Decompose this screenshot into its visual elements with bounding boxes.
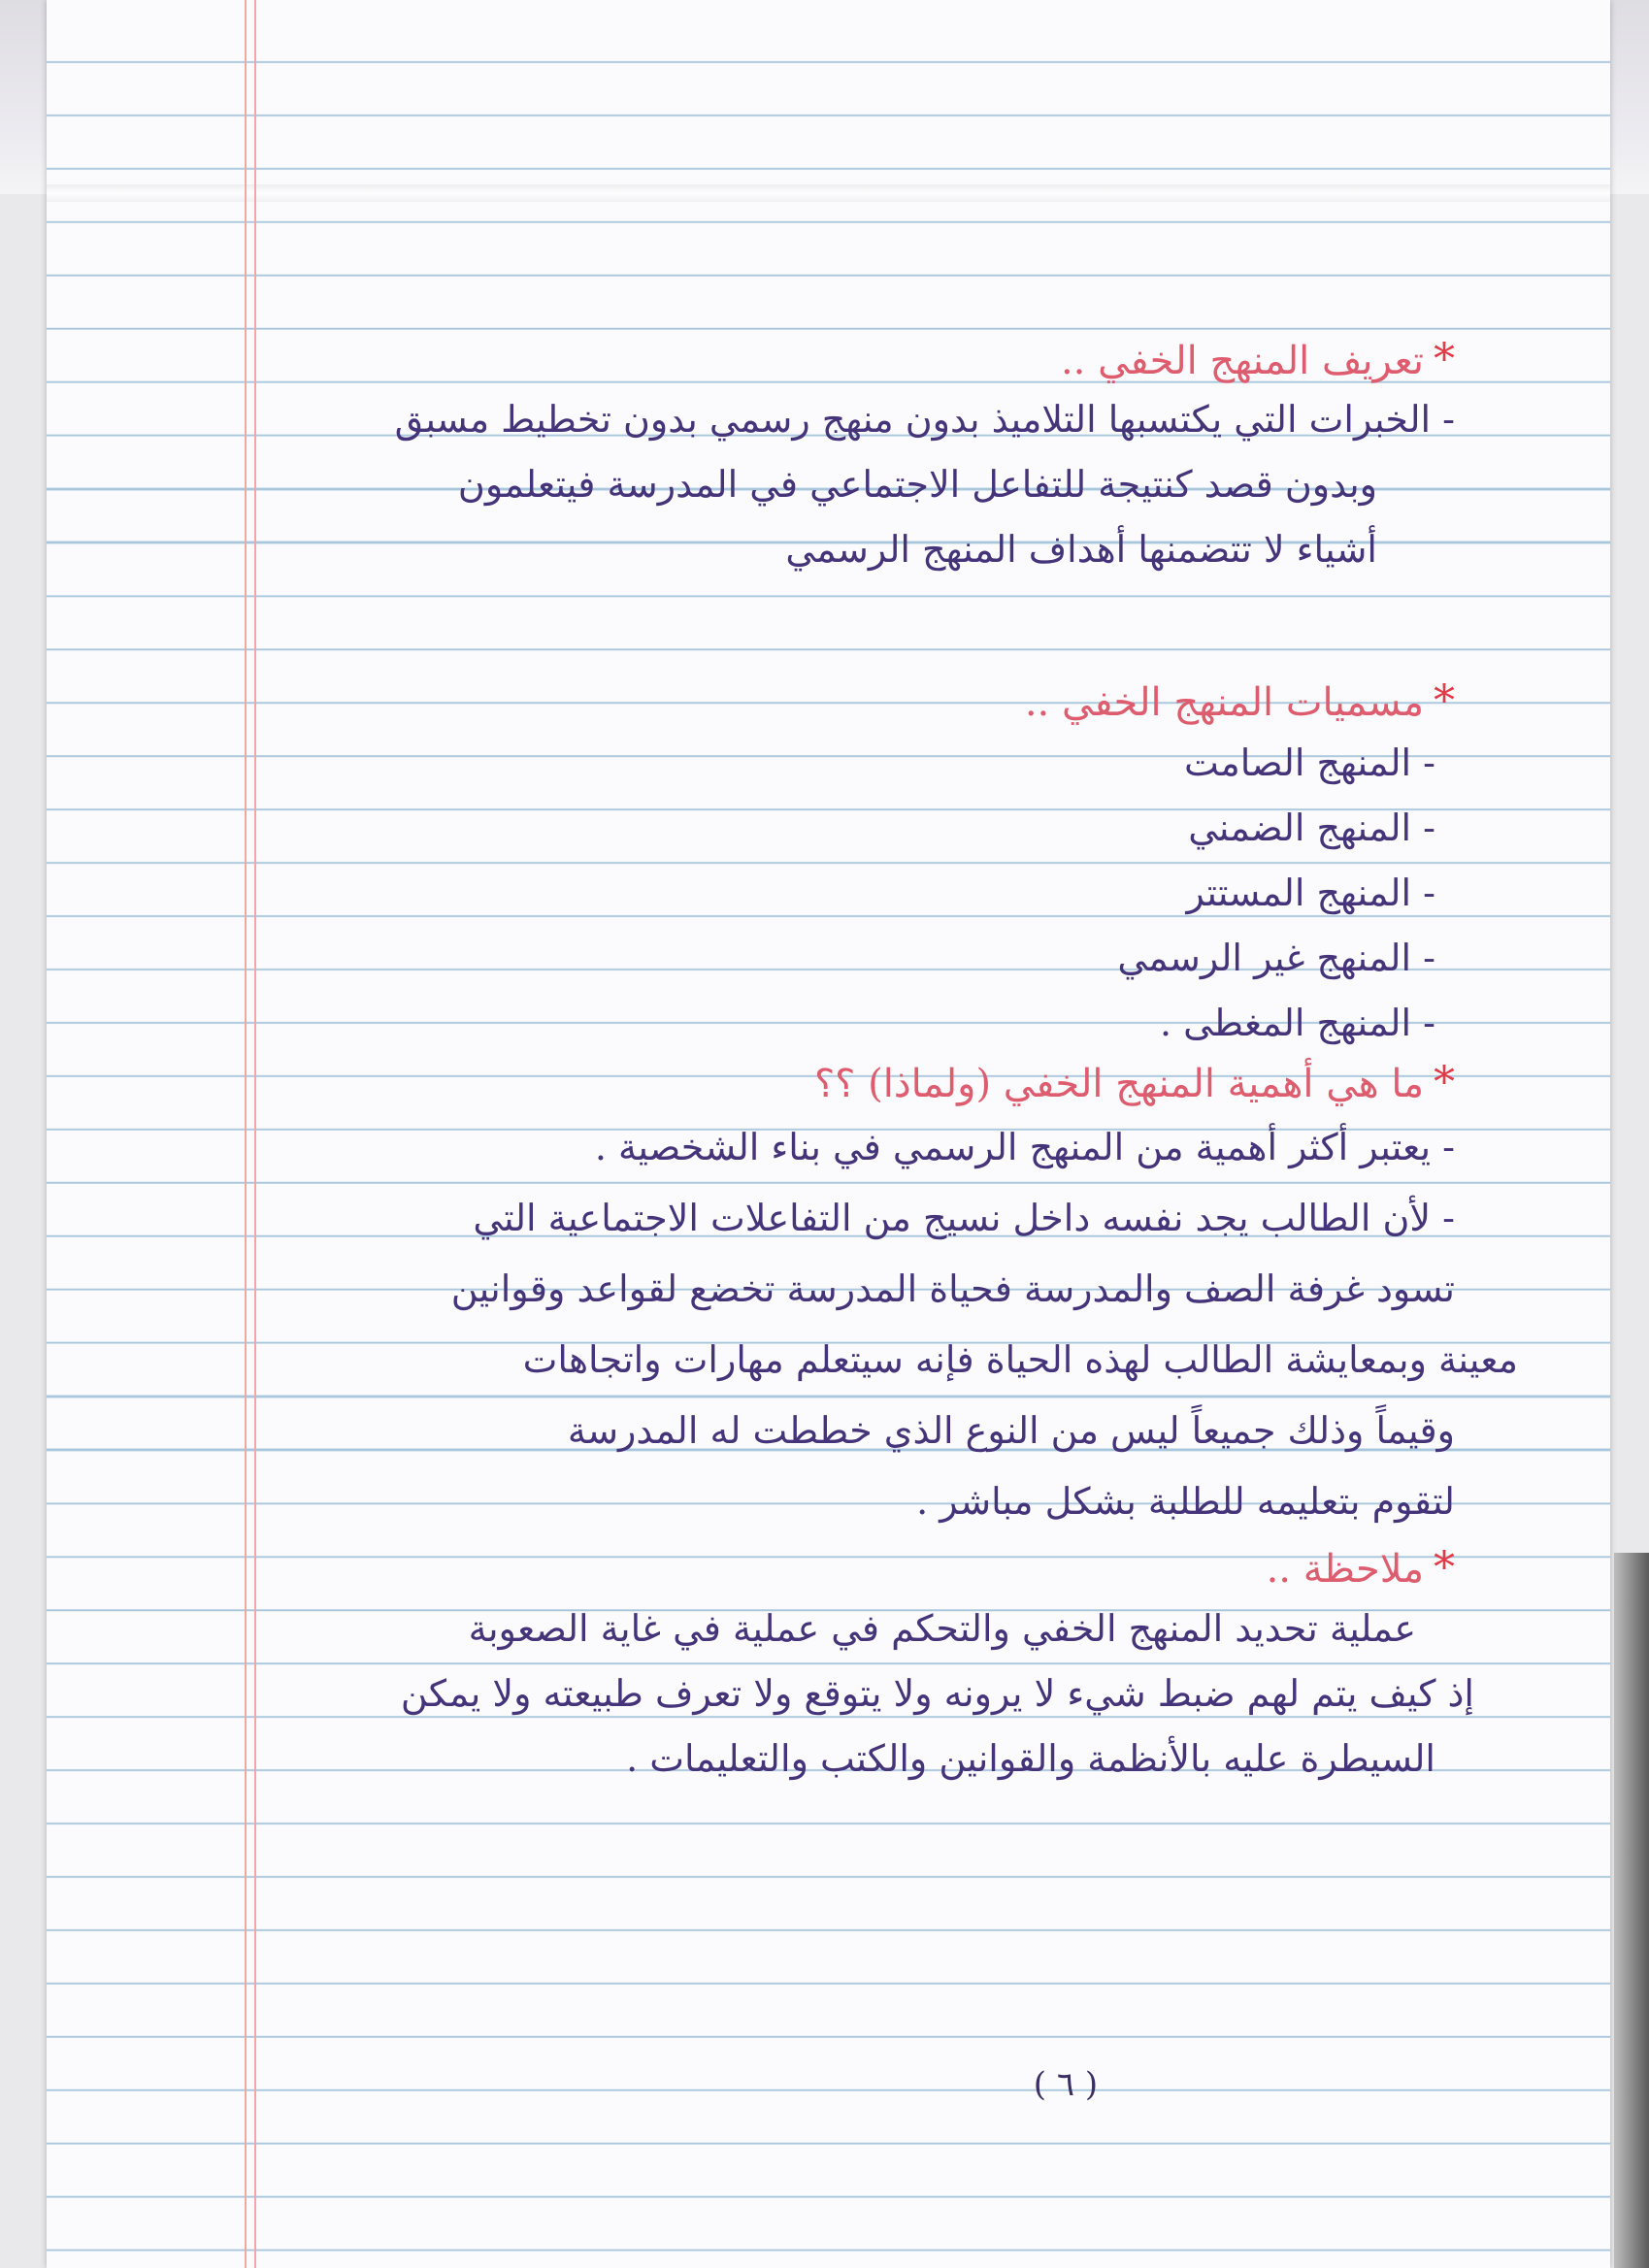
definition-line: أشياء لا تتضمنها أهداف المنهج الرسمي bbox=[785, 528, 1377, 571]
section-heading-definition: *تعريف المنهج الخفي .. bbox=[1060, 335, 1455, 384]
section-heading-names: *مسميات المنهج الخفي .. bbox=[1024, 676, 1455, 726]
asterisk-icon: * bbox=[1434, 1543, 1455, 1593]
section-heading-importance: *ما هي أهمية المنهج الخفي (ولماذا) ؟؟ bbox=[813, 1058, 1455, 1107]
importance-line: لتقوم بتعليمه للطلبة بشكل مباشر . bbox=[916, 1480, 1455, 1523]
importance-line: معينة وبمعايشة الطالب لهذه الحياة فإنه سيتعلم مهارات واتجاهات bbox=[522, 1338, 1518, 1381]
note-line: إذ كيف يتم لهم ضبط شيء لا يرونه ولا يتوقع ولا تعرف طبيعته ولا يمكن bbox=[400, 1672, 1474, 1715]
margin-line bbox=[254, 0, 256, 2268]
names-list-item: - المنهج المغطى . bbox=[1159, 1002, 1435, 1044]
notebook-page bbox=[47, 0, 1610, 2268]
page-number: ( ٦ ) bbox=[1033, 2065, 1099, 2104]
asterisk-icon: * bbox=[1434, 335, 1455, 384]
importance-line: - لأن الطالب يجد نفسه داخل نسيج من التفاعلات الاجتماعية التي bbox=[473, 1197, 1455, 1239]
definition-line: - الخبرات التي يكتسبها التلاميذ بدون منهج رسمي بدون تخطيط مسبق bbox=[394, 398, 1455, 441]
note-line: السيطرة عليه بالأنظمة والقوانين والكتب والتعليمات . bbox=[626, 1737, 1435, 1780]
note-line: عملية تحديد المنهج الخفي والتحكم في عملية في غاية الصعوبة bbox=[468, 1607, 1416, 1650]
names-list-item: - المنهج الصامت bbox=[1184, 741, 1435, 784]
margin-line bbox=[245, 0, 247, 2268]
importance-line: تسود غرفة الصف والمدرسة فحياة المدرسة تخضع لقواعد وقوانين bbox=[450, 1267, 1455, 1310]
asterisk-icon: * bbox=[1434, 676, 1455, 726]
page-fold bbox=[47, 184, 1610, 202]
importance-line: - يعتبر أكثر أهمية من المنهج الرسمي في بناء الشخصية . bbox=[594, 1126, 1455, 1168]
scan-background-right bbox=[1614, 1553, 1649, 2268]
definition-line: وبدون قصد كنتيجة للتفاعل الاجتماعي في المدرسة فيتعلمون bbox=[457, 463, 1377, 506]
names-list-item: - المنهج المستتر bbox=[1186, 871, 1435, 914]
names-list-item: - المنهج الضمني bbox=[1188, 806, 1435, 849]
asterisk-icon: * bbox=[1434, 1058, 1455, 1107]
section-heading-note: *ملاحظة .. bbox=[1266, 1543, 1455, 1593]
names-list-item: - المنهج غير الرسمي bbox=[1117, 937, 1435, 979]
importance-line: وقيماً وذلك جميعاً ليس من النوع الذي خططت له المدرسة bbox=[567, 1409, 1455, 1452]
